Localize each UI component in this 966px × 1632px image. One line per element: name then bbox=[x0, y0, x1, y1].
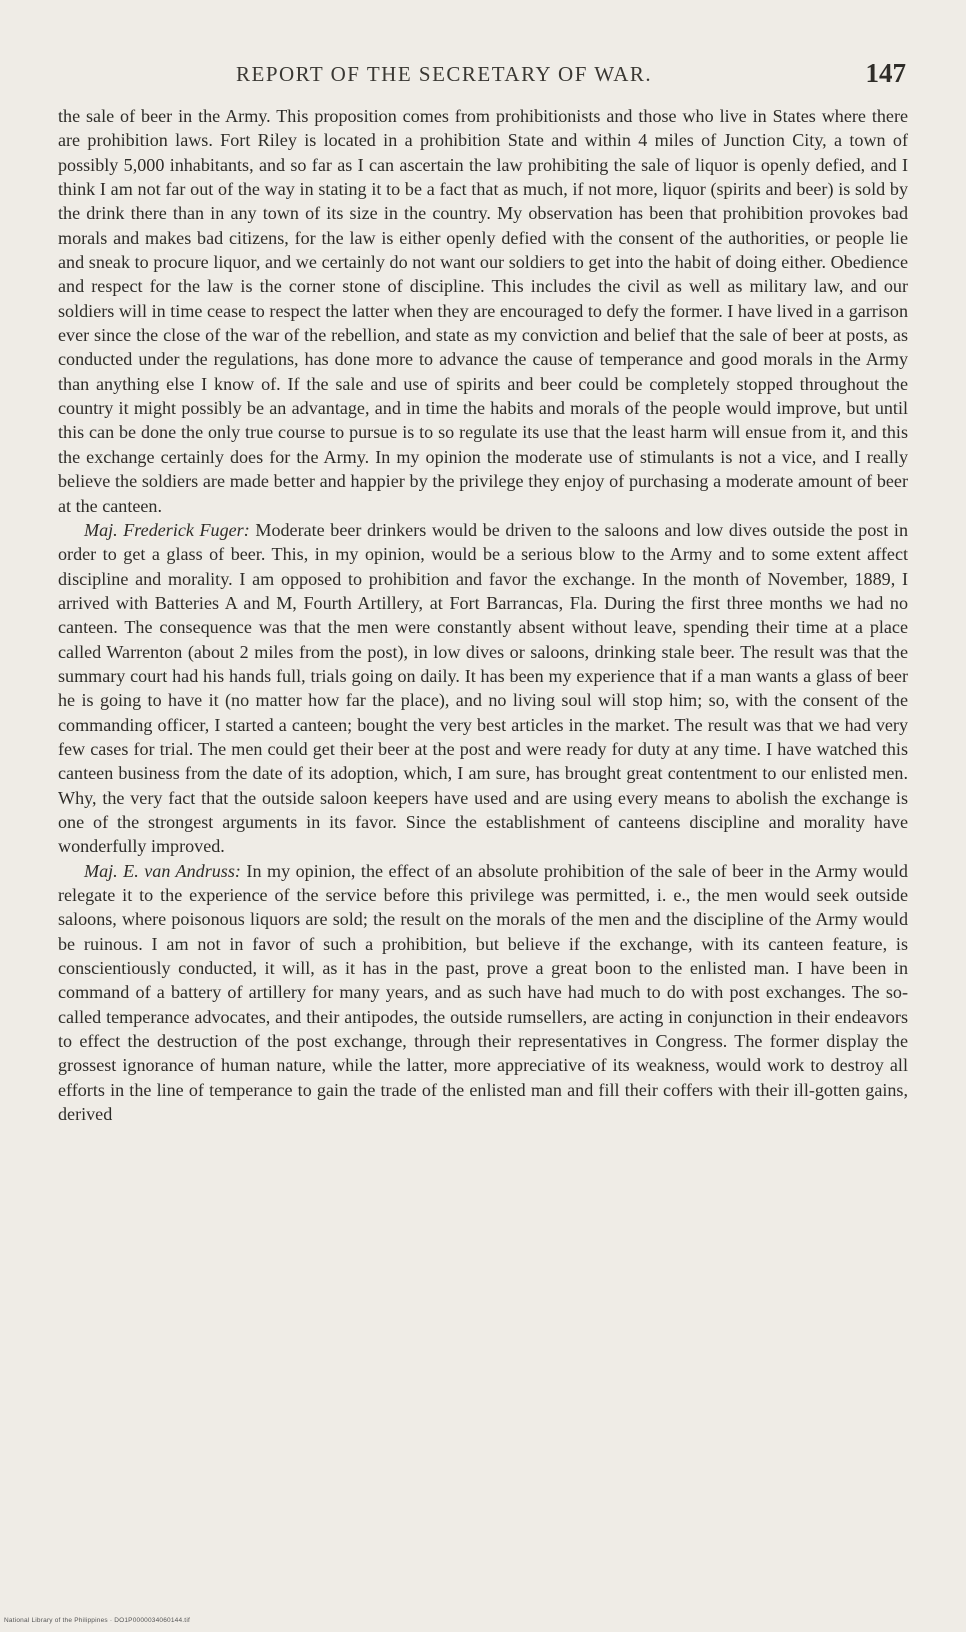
scan-credit: National Library of the Philippines · DO1P0000034060144.tif bbox=[4, 1617, 190, 1624]
paragraph-text: In my opinion, the effect of an absolute prohibition of the sale of beer in the Army would relegate it to the experience of the service before this privilege was permitted, i. e., the men would seek outside saloons, where poisonous liquors are sold; the result on the morals of the men and the discipline of the Army would be ruinous. I am not in favor of such a prohibition, but believe if the exchange, with its canteen feature, is conscientiously conducted, it will, as it has in the past, prove a great boon to the enlisted man. I have been in command of a battery of artillery for many years, and as such have had much to do with post exchanges. The so-called temperance advocates, and their antipodes, the outside rumsellers, are acting in conjunction in their endeavors to effect the destruction of the post exchange, through their representatives in Congress. The former display the grossest ignorance of human nature, while the latter, more appreciative of its weakness, would work to destroy all efforts in the line of temperance to gain the trade of the enlisted man and fill their coffers with their ill-gotten gains, derived bbox=[58, 860, 908, 1125]
speaker-name: Maj. Frederick Fuger: bbox=[84, 519, 250, 540]
body-text bbox=[58, 104, 908, 1126]
paragraph-van-andruss bbox=[58, 859, 908, 1127]
speaker-name: Maj. E. van Andruss: bbox=[84, 860, 241, 881]
page-header bbox=[58, 58, 908, 100]
page-number: 147 bbox=[865, 58, 906, 88]
paragraph-continuation: the sale of beer in the Army. This proposition comes from prohibitionists and those who live in States where there are prohibition laws. Fort Riley is located in a prohibition State and within 4 miles of Junction City, a town of possibly 5,000 inhabitants, and so far as I can ascertain the law prohibiting the sale of liquor is openly defied, and I think I am not far out of the way in stating it to be a fact that as much, if not more, liquor (spirits and beer) is sold by the drink there than in any town of its size in the country. My observation has been that prohibition provokes bad morals and makes bad citizens, for the law is either openly defied with the consent of the authorities, or people lie and sneak to procure liquor, and we certainly do not want our soldiers to get into the habit of doing either. Obedience and respect for the law is the corner stone of discipline. This includes the civil as well as military law, and our soldiers will in time cease to respect the latter when they are encouraged to defy the former. I have lived in a garrison ever since the close of the war of the rebellion, and state as my conviction and belief that the sale of beer at posts, as conducted under the regulations, has done more to advance the cause of temperance and good morals in the Army than anything else I know of. If the sale and use of spirits and beer could be completely stopped throughout the country it might possibly be an advantage, and in time the habits and morals of the people would improve, but until this can be done the only true course to pursue is to so regulate its use that the least harm will ensue from it, and this the exchange certainly does for the Army. In my opinion the moderate use of stimulants is not a vice, and I really believe the soldiers are made better and happier by the privilege they enjoy of purchasing a moderate amount of beer at the canteen. bbox=[58, 106, 908, 516]
running-head: REPORT OF THE SECRETARY OF WAR. bbox=[236, 62, 653, 86]
document-page bbox=[58, 58, 908, 1598]
paragraph-text: Moderate beer drinkers would be driven to the saloons and low dives outside the post in order to get a glass of beer. This, in my opinion, would be a serious blow to the Army and to some extent affect discipline and morality. I am opposed to prohibition and favor the exchange. In the month of November, 1889, I arrived with Batteries A and M, Fourth Artillery, at Fort Barrancas, Fla. During the first three months we had no canteen. The consequence was that the men were constantly absent without leave, spending their time at a place called Warrenton (about 2 miles from the post), in low dives or saloons, drinking stale beer. The result was that the summary court had his hands full, trials going on daily. It has been my experience that if a man wants a glass of beer he is going to have it (no matter how far the place), and no living soul will stop him; so, with the consent of the commanding officer, I started a canteen; bought the very best articles in the market. The result was that we had very few cases for trial. The men could get their beer at the post and were ready for duty at any time. I have watched this canteen business from the date of its adoption, which, I am sure, has brought great contentment to our enlisted men. Why, the very fact that the outside saloon keepers have used and are using every means to abolish the exchange is one of the strongest arguments in its favor. Since the establishment of canteens discipline and morality have wonderfully improved. bbox=[58, 519, 908, 857]
paragraph-fuger bbox=[58, 518, 908, 859]
